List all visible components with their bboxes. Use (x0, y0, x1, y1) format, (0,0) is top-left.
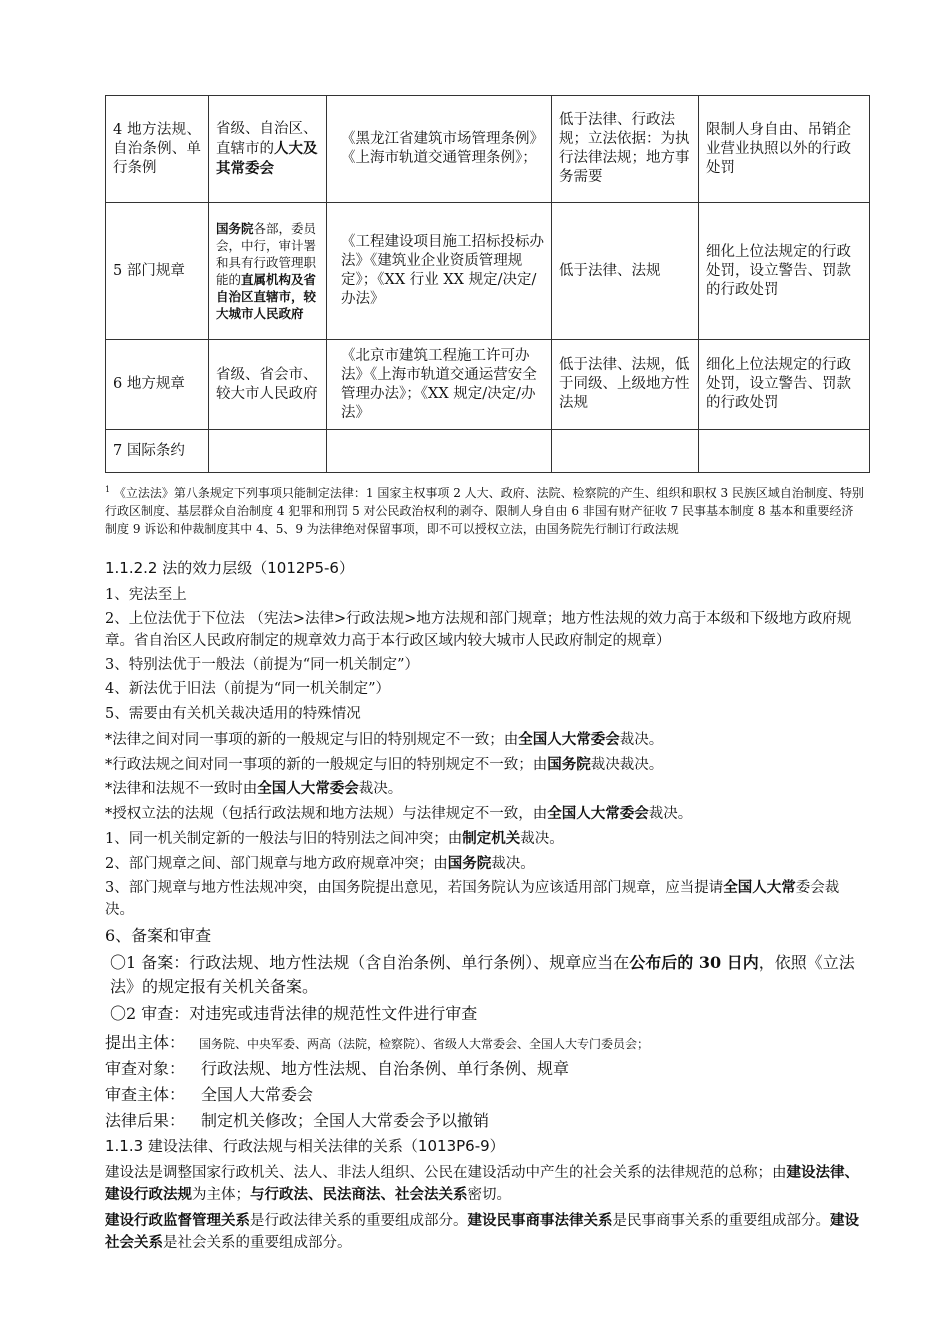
table-cell: 4 地方法规、自治条例、单行条例 (106, 96, 209, 203)
table-row (106, 340, 870, 430)
table-cell: 细化上位法规定的行政处罚，设立警告、罚款的行政处罚 (699, 340, 870, 430)
table-cell: 低于法律、行政法规；立法依据：为执行法律法规；地方事务需要 (552, 96, 699, 203)
list-item: 2、部门规章之间、部门规章与地方政府规章冲突；由国务院裁决。 (105, 855, 535, 872)
paragraph: 建设行政监督管理关系是行政法律关系的重要组成部分。建设民事商事法律关系是民事商事关系的重要组成部分。建设社会关系是社会关系的重要组成部分。 (105, 1212, 859, 1251)
table-cell (209, 430, 327, 473)
table-row (106, 203, 870, 340)
table-cell: 低于法律、法规 (552, 203, 699, 340)
list-item: 4、新法优于旧法（前提为“同一机关制定”） (105, 681, 391, 697)
table-cell (699, 430, 870, 473)
review-row: 审查主体： 全国人大常委会 (105, 1085, 314, 1104)
table-cell (327, 430, 552, 473)
paragraph: 建设法是调整国家行政机关、法人、非法人组织、公民在建设活动中产生的社会关系的法律规范的总称；由建设法律、建设行政法规为主体；与行政法、民法商法、社会法关系密切。 (105, 1164, 859, 1203)
footnote-text: 《立法法》第八条规定下列事项只能制定法律：1 国家主权事项 2 人大、政府、法院、检察院的产生、组织和职权 3 民族区域自治制度、特别行政区制度、基层群众自治制度 4 犯罪和刑罚 5 对公民政治权利的剥夺、限制人身自由 6 非国有财产征收 7 民事基本制度 8 基本和重要经济制度 9 诉讼和仲裁制度其中 4、5、9 为法律绝对保留事项，即不可以授权立法，由国务院先行制订行政法规 (105, 486, 864, 536)
list-item: 1、同一机关制定新的一般法与旧的特别法之间冲突；由制定机关裁决。 (105, 830, 564, 847)
table-row (106, 96, 870, 203)
list-item: 2、上位法优于下位法 （宪法>法律>行政法规>地方法规和部门规章；地方性法规的效力高于本级和下级地方政府规章。省自治区人民政府制定的规章效力高于本行政区域内较大城市人民政府制定的规章） (105, 611, 852, 649)
list-item: 5、需要由有关机关裁决适用的特殊情况 (105, 706, 361, 722)
law-hierarchy-table (105, 95, 870, 473)
table-row (106, 430, 870, 473)
table-cell: 低于法律、法规，低于同级、上级地方性法规 (552, 340, 699, 430)
table-cell: 5 部门规章 (106, 203, 209, 340)
review-row: 审查对象： 行政法规、地方性法规、自治条例、单行条例、规章 (105, 1059, 570, 1078)
table-cell: 6 地方规章 (106, 340, 209, 430)
table-cell (552, 430, 699, 473)
footnote-mark: 1 (105, 485, 111, 494)
section-heading: 1.1.2.2 法的效力层级（1012P5-6） (105, 559, 354, 577)
review-row: 提出主体： 国务院、中央军委、两高（法院，检察院）、省级人大常委会、全国人大专门委员会； (105, 1033, 650, 1052)
section-heading: 6、备案和审查 (105, 926, 212, 945)
review-row: 法律后果： 制定机关修改；全国人大常委会予以撤销 (105, 1111, 490, 1130)
table-cell: 7 国际条约 (106, 430, 209, 473)
table-cell: 省级、自治区、直辖市的人大及其常委会 (209, 96, 327, 203)
list-item: *行政法规之间对同一事项的新的一般规定与旧的特别规定不一致；由国务院裁决裁决。 (105, 756, 664, 773)
table-cell: 国务院各部，委员会，中行，审计署和具有行政管理职能的直属机构及省自治区直辖市，较大城市人民政府 (209, 203, 327, 340)
list-item: 1、宪法至上 (105, 587, 187, 603)
table-cell: 省级、省会市、较大市人民政府 (209, 340, 327, 430)
list-item: 〇2 审查：对违宪或违背法律的规范性文件进行审查 (110, 1004, 478, 1023)
list-item: *法律和法规不一致时由全国人大常委会裁决。 (105, 780, 403, 797)
footnote (105, 481, 865, 538)
list-item: 〇1 备案：行政法规、地方性法规（含自治条例、单行条例）、规章应当在公布后的 30 日内，依照《立法法》的规定报有关机关备案。 (110, 953, 855, 996)
table-cell: 《工程建设项目施工招标投标办法》《建筑业企业资质管理规定》；《XX 行业 XX 规定/决定/办法》 (327, 203, 552, 340)
table-cell: 细化上位法规定的行政处罚，设立警告、罚款的行政处罚 (699, 203, 870, 340)
table-cell: 《黑龙江省建筑市场管理条例》《上海市轨道交通管理条例》； (327, 96, 552, 203)
list-item: *法律之间对同一事项的新的一般规定与旧的特别规定不一致；由全国人大常委会裁决。 (105, 731, 664, 748)
table-cell: 限制人身自由、吊销企业营业执照以外的行政处罚 (699, 96, 870, 203)
table-cell: 《北京市建筑工程施工许可办法》《上海市轨道交通运营安全管理办法》；《XX 规定/决定/办法》 (327, 340, 552, 430)
section-heading: 1.1.3 建设法律、行政法规与相关法律的关系（1013P6-9） (105, 1137, 505, 1155)
list-item: *授权立法的法规（包括行政法规和地方法规）与法律规定不一致，由全国人大常委会裁决。 (105, 805, 693, 822)
list-item: 3、特别法优于一般法（前提为“同一机关制定”） (105, 657, 420, 673)
list-item: 3、部门规章与地方性法规冲突，由国务院提出意见，若国务院认为应该适用部门规章，应当提请全国人大常委会裁决。 (105, 879, 840, 918)
